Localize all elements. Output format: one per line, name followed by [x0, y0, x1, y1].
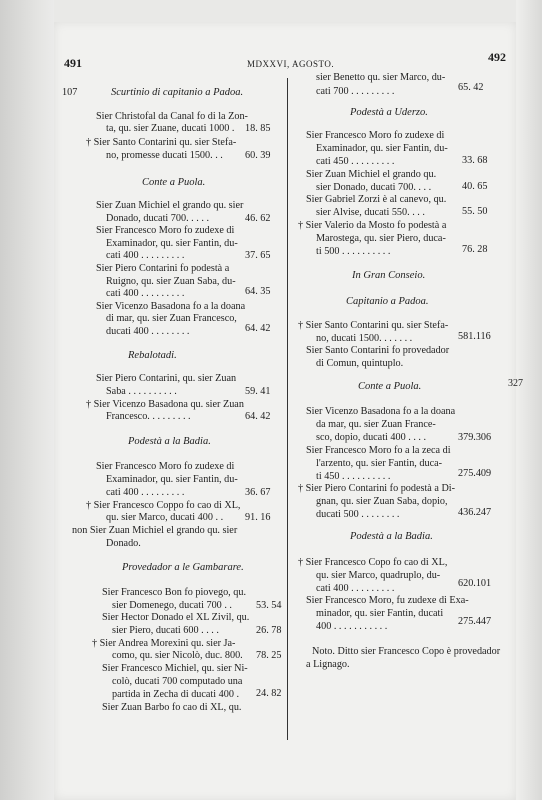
vote-count: 65. 42 [458, 82, 484, 93]
vote-count: 620.101 [458, 578, 492, 589]
entry-line: qu. sier Marco, quadruplo, du- [316, 570, 441, 581]
vote-count: 78. 25 [256, 650, 282, 661]
entry-line: † Sier Valerio da Mosto fo podestà a [298, 220, 447, 231]
entry-line: cati 400 . . . . . . . . . [106, 288, 185, 299]
entry-line: como, qu. sier Nicolò, duc. 800. [112, 650, 243, 661]
entry-line: non Sier Zuan Michiel el grando qu. sier [72, 525, 238, 536]
vote-count: 64. 42 [245, 323, 271, 334]
margin-number: 327 [508, 378, 523, 389]
entry-line: Sier Francesco Moro fo zudexe di [96, 225, 235, 236]
entry-line: Sier Christofal da Canal fo di la Zon- [96, 111, 248, 122]
entry-line: Ruigno, qu. sier Zuan Saba, du- [106, 276, 236, 287]
entry-line: 400 . . . . . . . . . . . [316, 621, 388, 632]
vote-count: 59. 41 [245, 386, 271, 397]
entry-number: 107 [62, 87, 78, 98]
entry-line: partida in Zecha di ducati 400 . [112, 689, 240, 700]
entry-line: minador, qu. sier Fantin, ducati [316, 608, 444, 619]
entry-line: Marostega, qu. sier Piero, duca- [316, 233, 446, 244]
note-line: a Lignago. [306, 659, 350, 670]
entry-line: ducati 500 . . . . . . . . [316, 509, 400, 520]
entry-line: † Sier Vicenzo Basadona qu. sier Zuan [86, 399, 244, 410]
entry-line: Donado, ducati 700. . . . . [106, 213, 209, 224]
entry-line: di Comun, quintuplo. [316, 358, 404, 369]
vote-count: 37. 65 [245, 250, 271, 261]
entry-line: cati 450 . . . . . . . . . [316, 156, 395, 167]
entry-line: Sier Santo Contarini fo provedador [306, 345, 450, 356]
section-title: Scurtinio di capitanio a Padoa. [111, 87, 244, 98]
vote-count: 40. 65 [462, 181, 488, 192]
vote-count: 64. 35 [245, 286, 271, 297]
vote-count: 91. 16 [245, 512, 271, 523]
entry-line: no, promesse ducati 1500. . . [106, 150, 223, 161]
entry-line: no, ducati 1500. . . . . . . [316, 333, 413, 344]
section-title: Conte a Puola. [142, 177, 206, 188]
section-title: Podestà a la Badia. [128, 436, 211, 447]
entry-line: Sier Francesco Moro fo zudexe di [96, 461, 235, 472]
vote-count: 76. 28 [462, 244, 488, 255]
vote-count: 24. 82 [256, 688, 282, 699]
entry-line: Donado. [106, 538, 141, 549]
entry-line: Sier Vicenzo Basadona fo a la doana [306, 406, 456, 417]
vote-count: 26. 78 [256, 625, 282, 636]
entry-line: sier Piero, ducati 600 . . . . [112, 625, 219, 636]
section-title: Provedador a le Gambarare. [122, 562, 244, 573]
section-title: Capitanio a Padoa. [346, 296, 429, 307]
entry-line: Sier Piero Contarini, qu. sier Zuan [96, 373, 237, 384]
vote-count: 379.306 [458, 432, 492, 443]
entry-line: da mar, qu. sier Zuan France- [316, 419, 436, 430]
vote-count: 18. 85 [245, 123, 271, 134]
entry-line: Sier Francesco Moro fo zudexe di [306, 130, 445, 141]
entry-line: Sier Piero Contarini fo podestà a [96, 263, 230, 274]
entry-line: Sier Francesco Moro fo a la zeca di [306, 445, 451, 456]
entry-line: † Sier Santo Contarini qu. sier Stefa- [298, 320, 449, 331]
entry-line: cati 700 . . . . . . . . . [316, 86, 395, 97]
entry-line: Sier Zuan Michiel el grando qu. sier [96, 200, 244, 211]
entry-line: Francesco. . . . . . . . . [106, 411, 191, 422]
entry-line: Sier Francesco Michiel, qu. sier Ni- [102, 663, 248, 674]
entry-line: cati 400 . . . . . . . . . [106, 487, 185, 498]
vote-count: 55. 50 [462, 206, 488, 217]
section-title: Podestà a Uderzo. [350, 107, 428, 118]
entry-line: cati 400 . . . . . . . . . [316, 583, 395, 594]
vote-count: 33. 68 [462, 155, 488, 166]
entry-line: Sier Zuan Michiel el grando qu. [306, 169, 437, 180]
entry-line: Examinador, qu. sier Fantin, du- [106, 474, 238, 485]
vote-count: 275.447 [458, 616, 492, 627]
running-header: MDXXVI, AGOSTO. [247, 59, 335, 69]
entry-line: Sier Zuan Barbo fo cao di XL, qu. [102, 702, 242, 713]
entry-line: ducati 400 . . . . . . . . [106, 326, 190, 337]
right-page-number: 492 [488, 50, 506, 64]
entry-line: sier Domenego, ducati 700 . . [112, 600, 232, 611]
entry-line: † Sier Piero Contarini fo podestà a Di- [298, 483, 456, 494]
entry-line: Examinador, qu. sier Fantin, du- [106, 238, 238, 249]
entry-line: Examinador, qu. sier Fantin, du- [316, 143, 448, 154]
note-line: Noto. Ditto sier Francesco Copo è provedador [312, 646, 501, 657]
entry-line: sier Donado, ducati 700. . . . [316, 182, 432, 193]
vote-count: 436.247 [458, 507, 492, 518]
entry-line: Sier Hector Donado el XL Zivil, qu. [102, 612, 250, 623]
section-title: Podestà a la Badia. [350, 531, 433, 542]
entry-line: Sier Gabriel Zorzi è al canevo, qu. [306, 194, 447, 205]
entry-line: qu. sier Marco, ducati 400 . . [106, 512, 224, 523]
vote-count: 46. 62 [245, 213, 271, 224]
entry-line: † Sier Andrea Morexini qu. sier Ja- [92, 638, 236, 649]
entry-line: colò, ducati 700 computado una [112, 676, 243, 687]
entry-line: cati 400 . . . . . . . . . [106, 250, 185, 261]
page-gutter-shadow [0, 0, 54, 800]
entry-line: ti 500 . . . . . . . . . . [316, 246, 391, 257]
entry-line: † Sier Santo Contarini qu. sier Stefa- [86, 137, 237, 148]
left-page-number: 491 [64, 56, 82, 70]
entry-line: ti 450 . . . . . . . . . . [316, 471, 391, 482]
entry-line: gnan, qu. sier Zuan Saba, dopio, [316, 496, 448, 507]
entry-line: ta, qu. sier Zuane, ducati 1000 . [106, 123, 235, 134]
entry-line: † Sier Francesco Copo fo cao di XL, [298, 557, 448, 568]
entry-line: Saba . . . . . . . . . . [106, 386, 177, 397]
entry-line: † Sier Francesco Coppo fo cao di XL, [86, 500, 241, 511]
vote-count: 60. 39 [245, 150, 271, 161]
section-title: Conte a Puola. [358, 381, 422, 392]
entry-line: sco, dopio, ducati 400 . . . . [316, 432, 427, 443]
vote-count: 64. 42 [245, 411, 271, 422]
entry-line: Sier Vicenzo Basadona fo a la doana [96, 301, 246, 312]
entry-line: l'arzento, qu. sier Fantin, duca- [316, 458, 443, 469]
vote-count: 581.116 [458, 331, 491, 342]
entry-line: di mar, qu. sier Zuan Francesco, [106, 313, 237, 324]
column-divider [287, 78, 288, 740]
vote-count: 36. 67 [245, 487, 271, 498]
entry-line: Sier Francesco Moro, fu zudexe di Exa- [306, 595, 469, 606]
entry-line: sier Alvise, ducati 550. . . . [316, 207, 425, 218]
entry-line: sier Benetto qu. sier Marco, du- [316, 72, 446, 83]
page-edge-shadow [516, 0, 542, 800]
vote-count: 53. 54 [256, 600, 282, 611]
section-title: Rebalotadi. [128, 350, 177, 361]
entry-line: Sier Francesco Bon fo piovego, qu. [102, 587, 247, 598]
vote-count: 275.409 [458, 468, 492, 479]
section-title: In Gran Conseio. [352, 270, 426, 281]
